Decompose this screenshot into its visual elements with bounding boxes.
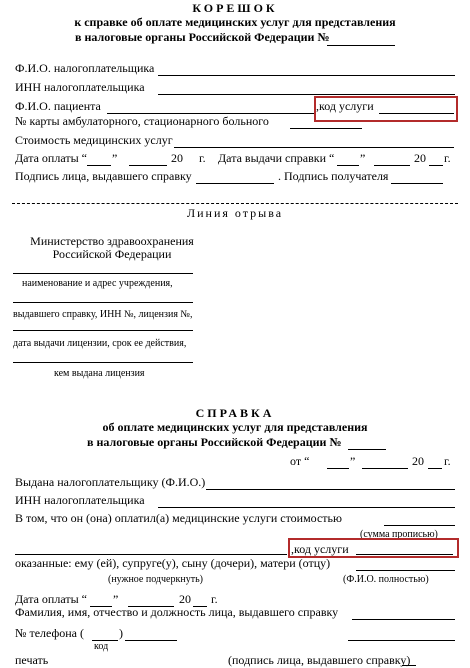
stub-service-code-label: ,код услуги [316, 99, 374, 113]
stub-issue-year-line[interactable] [429, 165, 443, 166]
stub-quote-close: ” [112, 151, 118, 165]
stub-payment-month-line[interactable] [129, 165, 167, 166]
certificate-sum-words-caption: (сумма прописью) [360, 529, 438, 540]
stub-receiver-signature-line[interactable] [391, 183, 443, 184]
certificate-phone-number-line[interactable] [125, 640, 177, 641]
stub-year-suffix: г. [199, 151, 206, 165]
certificate-number-line[interactable] [348, 449, 386, 450]
ministry-line-blank-4[interactable] [13, 362, 193, 363]
stub-issuer-signature-label: Подпись лица, выдавшего справку [15, 169, 192, 183]
certificate-signature-line[interactable] [402, 665, 416, 666]
certificate-underline-hint: (нужное подчеркнуть) [108, 574, 203, 585]
certificate-phone-extra-line[interactable] [348, 640, 455, 641]
certificate-payer-inn-label: ИНН налогоплательщика [15, 493, 145, 507]
stub-service-code-highlight [314, 96, 458, 122]
ministry-line-1: Министерство здравоохранения [30, 234, 194, 248]
ministry-caption-1: наименование и адрес учреждения, [22, 278, 173, 289]
certificate-payment-date-label: Дата оплаты “ [15, 592, 87, 606]
stub-subtitle-1: к справке об оплате медицинских услуг для представления [74, 15, 396, 29]
certificate-day-line[interactable] [327, 468, 349, 469]
stub-subtitle-2: в налоговые органы Российской Федерации № [75, 30, 330, 44]
certificate-payment-year-20: 20 [179, 592, 191, 606]
certificate-cost-line[interactable] [384, 525, 455, 526]
certificate-paid-text: В том, что он (она) оплатил(а) медицинские услуги стоимостью [15, 511, 342, 525]
stub-payer-fio-label: Ф.И.О. налогоплательщика [15, 61, 155, 75]
stub-card-no-label: № карты амбулаторного, стационарного больного [15, 114, 269, 128]
certificate-quote-close: ” [350, 454, 356, 468]
stub-cost-line[interactable] [174, 147, 454, 148]
ministry-line-2: Российской Федерации [52, 247, 172, 261]
certificate-issuer-signature-label: (подпись лица, выдавшего справку) [228, 653, 411, 667]
stub-issue-year-20: 20 [414, 151, 426, 165]
stub-payer-inn-line[interactable] [158, 94, 455, 95]
tear-line-label: Линия отрыва [186, 206, 284, 220]
stub-receiver-signature-label: . Подпись получателя [278, 169, 389, 183]
stub-title: КОРЕШОК [192, 1, 278, 15]
stub-payer-fio-line[interactable] [158, 75, 455, 76]
certificate-payment-year-suffix: г. [211, 592, 218, 606]
certificate-issuer-name-label: Фамилия, имя, отчество и должность лица, выдавшего справку [15, 605, 339, 619]
stub-issue-date-label: Дата выдачи справки “ [218, 151, 335, 165]
certificate-payment-quote-close: ” [113, 592, 119, 606]
certificate-rendered-to-label: оказанные: ему (ей), супруге(у), сыну (дочери), матери (отцу) [15, 556, 331, 570]
certificate-subtitle-2: в налоговые органы Российской Федерации № [87, 435, 342, 449]
certificate-year-line[interactable] [428, 468, 442, 469]
certificate-subtitle-1: об оплате медицинских услуг для представления [102, 420, 368, 434]
certificate-from-label: от “ [290, 454, 310, 468]
stub-issue-year-suffix: г. [444, 151, 451, 165]
ministry-caption-3: дата выдачи лицензии, срок ее действия, [13, 338, 187, 349]
certificate-phone-label: № телефона ( [15, 626, 84, 640]
certificate-stamp-label: печать [15, 653, 49, 667]
ministry-line-blank-3[interactable] [13, 330, 193, 331]
stub-issuer-signature-line[interactable] [196, 183, 274, 184]
ministry-line-blank-2[interactable] [13, 302, 193, 303]
certificate-year-suffix: г. [444, 454, 451, 468]
certificate-payer-inn-line[interactable] [158, 507, 455, 508]
certificate-rendered-to-line[interactable] [356, 570, 455, 571]
stub-payment-date-label: Дата оплаты “ [15, 151, 87, 165]
ministry-caption-2: выдавшего справку, ИНН №, лицензия №, [13, 309, 193, 320]
stub-number-line[interactable] [327, 45, 395, 46]
certificate-issuer-name-line[interactable] [352, 619, 455, 620]
certificate-issued-to-line[interactable] [206, 489, 455, 490]
stub-issue-quote-close: ” [360, 151, 366, 165]
tear-dashed-line [12, 203, 458, 204]
certificate-year-20: 20 [412, 454, 424, 468]
certificate-title: СПРАВКА [195, 406, 275, 420]
ministry-caption-4: кем выдана лицензия [54, 368, 145, 379]
certificate-code-caption: код [94, 641, 109, 652]
certificate-sum-words-line[interactable] [15, 554, 287, 555]
stub-card-no-line[interactable] [290, 128, 362, 129]
stub-cost-label: Стоимость медицинских услуг [15, 133, 173, 147]
stub-issue-month-line[interactable] [374, 165, 410, 166]
certificate-issued-to-label: Выдана налогоплательщику (Ф.И.О.) [15, 475, 206, 489]
stub-payment-day-line[interactable] [87, 165, 111, 166]
certificate-fio-caption: (Ф.И.О. полностью) [343, 574, 429, 585]
stub-year-20: 20 [171, 151, 183, 165]
ministry-line-blank-1[interactable] [13, 273, 193, 274]
stub-patient-fio-label: Ф.И.О. пациента [15, 99, 101, 113]
certificate-month-line[interactable] [362, 468, 408, 469]
stub-payer-inn-label: ИНН налогоплательщика [15, 80, 145, 94]
certificate-service-code-label: ,код услуги [291, 542, 349, 556]
stub-issue-day-line[interactable] [337, 165, 359, 166]
certificate-phone-paren: ) [119, 626, 123, 640]
certificate-service-code-highlight [288, 538, 459, 558]
